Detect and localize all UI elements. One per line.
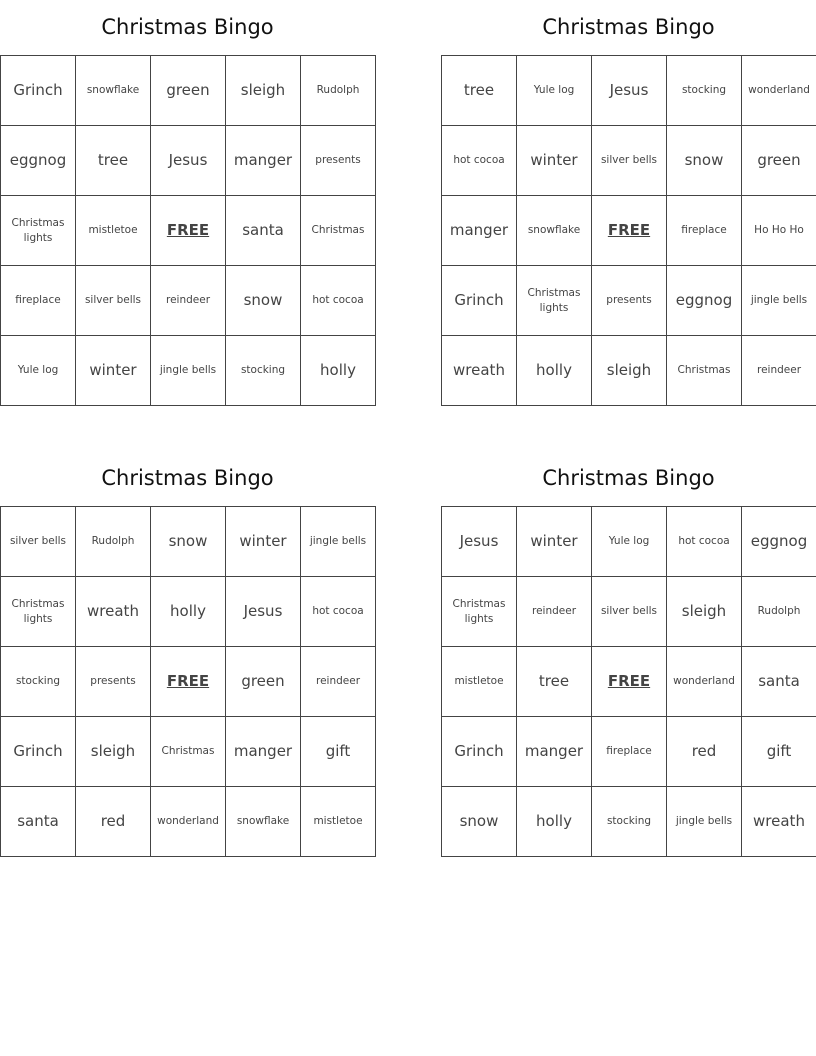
- bingo-grid: [0, 55, 376, 406]
- bingo-cell: wreath: [442, 336, 517, 406]
- bingo-cell: snowflake: [226, 787, 301, 857]
- card-title: Christmas Bingo: [101, 466, 274, 490]
- bingo-cell: presents: [76, 647, 151, 717]
- bingo-cell: snowflake: [76, 56, 151, 126]
- bingo-cell: jingle bells: [742, 266, 816, 336]
- bingo-cell: sleigh: [76, 717, 151, 787]
- grid-row: [1, 717, 376, 787]
- grid-row: [1, 336, 376, 406]
- bingo-cell: mistletoe: [301, 787, 376, 857]
- bingo-cell: hot cocoa: [667, 507, 742, 577]
- grid-row: [442, 126, 816, 196]
- bingo-cell: jingle bells: [151, 336, 226, 406]
- bingo-cell: Jesus: [442, 507, 517, 577]
- bingo-cell: snow: [667, 126, 742, 196]
- bingo-cell: snow: [442, 787, 517, 857]
- bingo-cell: holly: [517, 336, 592, 406]
- bingo-cell: wonderland: [667, 647, 742, 717]
- bingo-cell: tree: [76, 126, 151, 196]
- bingo-cell: winter: [517, 507, 592, 577]
- free-space-cell: FREE: [592, 647, 667, 717]
- bingo-cell: reindeer: [742, 336, 816, 406]
- bingo-cell: mistletoe: [76, 196, 151, 266]
- grid-row: [442, 266, 816, 336]
- grid-row: [1, 647, 376, 717]
- bingo-cell: stocking: [667, 56, 742, 126]
- bingo-cell: jingle bells: [667, 787, 742, 857]
- bingo-card-2: [441, 0, 816, 406]
- bingo-cell: wonderland: [151, 787, 226, 857]
- bingo-cell: gift: [301, 717, 376, 787]
- bingo-cell: reindeer: [517, 577, 592, 647]
- bingo-grid: [441, 55, 816, 406]
- bingo-cell: Rudolph: [76, 507, 151, 577]
- bingo-cell: red: [76, 787, 151, 857]
- bingo-grid: [441, 506, 816, 857]
- grid-row: [442, 577, 816, 647]
- bingo-cell: Christmas: [667, 336, 742, 406]
- bingo-cell: silver bells: [592, 577, 667, 647]
- grid-row: [1, 196, 376, 266]
- card-title: Christmas Bingo: [101, 15, 274, 39]
- bingo-cell: presents: [592, 266, 667, 336]
- bingo-cell: Christmas: [151, 717, 226, 787]
- bingo-cell: manger: [226, 717, 301, 787]
- grid-row: [442, 336, 816, 406]
- bingo-cell: santa: [742, 647, 816, 717]
- bingo-cell: Rudolph: [742, 577, 816, 647]
- bingo-cell: eggnog: [1, 126, 76, 196]
- grid-row: [1, 266, 376, 336]
- bingo-cell: tree: [517, 647, 592, 717]
- bingo-cell: Jesus: [151, 126, 226, 196]
- bingo-cell: Grinch: [442, 266, 517, 336]
- bingo-cell: gift: [742, 717, 816, 787]
- grid-row: [1, 787, 376, 857]
- bingo-cell: eggnog: [742, 507, 816, 577]
- bingo-cell: silver bells: [76, 266, 151, 336]
- bingo-cell: manger: [442, 196, 517, 266]
- bingo-cell: hot cocoa: [301, 266, 376, 336]
- bingo-cell: sleigh: [667, 577, 742, 647]
- bingo-cell: hot cocoa: [301, 577, 376, 647]
- bingo-cell: jingle bells: [301, 507, 376, 577]
- card-title: Christmas Bingo: [542, 466, 715, 490]
- bingo-cell: wonderland: [742, 56, 816, 126]
- bingo-cell: stocking: [226, 336, 301, 406]
- bingo-cell: Yule log: [1, 336, 76, 406]
- bingo-cell: wreath: [76, 577, 151, 647]
- bingo-cell: Yule log: [517, 56, 592, 126]
- bingo-card-3: [0, 451, 375, 857]
- bingo-cell: snow: [151, 507, 226, 577]
- bingo-cell: santa: [226, 196, 301, 266]
- bingo-cell: manger: [226, 126, 301, 196]
- bingo-cell: winter: [76, 336, 151, 406]
- bingo-cell: manger: [517, 717, 592, 787]
- bingo-cell: green: [742, 126, 816, 196]
- grid-row: [442, 787, 816, 857]
- card-title: Christmas Bingo: [542, 15, 715, 39]
- bingo-card-1: [0, 0, 375, 406]
- bingo-card-4: [441, 451, 816, 857]
- bingo-grid: [0, 506, 376, 857]
- bingo-cell: Grinch: [1, 717, 76, 787]
- bingo-cell: winter: [517, 126, 592, 196]
- grid-row: [1, 577, 376, 647]
- free-space-cell: FREE: [151, 647, 226, 717]
- bingo-cell: santa: [1, 787, 76, 857]
- bingo-cell: fireplace: [1, 266, 76, 336]
- bingo-cell: Grinch: [442, 717, 517, 787]
- bingo-cell: Christmas: [301, 196, 376, 266]
- bingo-cell: tree: [442, 56, 517, 126]
- free-space-cell: FREE: [592, 196, 667, 266]
- grid-row: [442, 717, 816, 787]
- bingo-cell: snow: [226, 266, 301, 336]
- free-space-cell: FREE: [151, 196, 226, 266]
- bingo-cell: snowflake: [517, 196, 592, 266]
- bingo-cell: Jesus: [592, 56, 667, 126]
- bingo-cell: Christmas lights: [517, 266, 592, 336]
- bingo-cell: holly: [517, 787, 592, 857]
- bingo-cell: Christmas lights: [1, 196, 76, 266]
- grid-row: [442, 56, 816, 126]
- bingo-cell: Jesus: [226, 577, 301, 647]
- bingo-cell: Rudolph: [301, 56, 376, 126]
- bingo-cell: holly: [151, 577, 226, 647]
- bingo-cell: silver bells: [1, 507, 76, 577]
- bingo-cell: Yule log: [592, 507, 667, 577]
- bingo-cell: stocking: [592, 787, 667, 857]
- bingo-cell: silver bells: [592, 126, 667, 196]
- bingo-cell: mistletoe: [442, 647, 517, 717]
- grid-row: [442, 507, 816, 577]
- bingo-cell: Grinch: [1, 56, 76, 126]
- bingo-cell: eggnog: [667, 266, 742, 336]
- bingo-cell: presents: [301, 126, 376, 196]
- bingo-cell: Ho Ho Ho: [742, 196, 816, 266]
- bingo-cell: winter: [226, 507, 301, 577]
- bingo-cell: green: [151, 56, 226, 126]
- bingo-cell: sleigh: [226, 56, 301, 126]
- bingo-cell: reindeer: [301, 647, 376, 717]
- bingo-cell: wreath: [742, 787, 816, 857]
- bingo-cell: stocking: [1, 647, 76, 717]
- bingo-cell: hot cocoa: [442, 126, 517, 196]
- grid-row: [1, 507, 376, 577]
- grid-row: [442, 647, 816, 717]
- grid-row: [442, 196, 816, 266]
- bingo-cell: red: [667, 717, 742, 787]
- bingo-cell: holly: [301, 336, 376, 406]
- bingo-cell: fireplace: [592, 717, 667, 787]
- grid-row: [1, 126, 376, 196]
- bingo-cell: reindeer: [151, 266, 226, 336]
- bingo-cell: Christmas lights: [1, 577, 76, 647]
- bingo-cell: Christmas lights: [442, 577, 517, 647]
- bingo-cell: green: [226, 647, 301, 717]
- bingo-cell: fireplace: [667, 196, 742, 266]
- bingo-cell: sleigh: [592, 336, 667, 406]
- grid-row: [1, 56, 376, 126]
